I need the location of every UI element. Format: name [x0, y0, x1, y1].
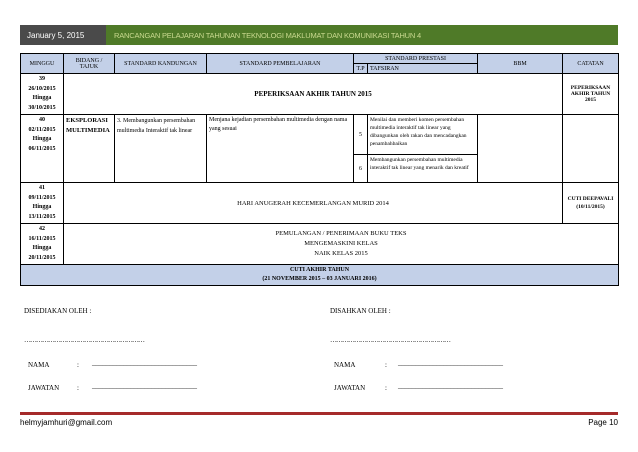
- week-from: 02/11/2015: [28, 126, 56, 133]
- nama-label-left: NAMA: [28, 361, 50, 369]
- kandungan-cell: 3. Membangunkan persembahan multimedia Interaktif tak linear: [115, 115, 207, 183]
- note-line: CUTI DEEPAVALI: [567, 196, 614, 202]
- header-tp: T.P: [354, 64, 368, 74]
- header-tafsiran: TAFSIRAN: [368, 64, 478, 74]
- week-number: 40: [39, 117, 45, 123]
- footer-email: helmyjamhuri@gmail.com: [20, 418, 113, 427]
- header-standard-kandungan: STANDARD KANDUNGAN: [115, 54, 207, 74]
- week-to: 30/10/2015: [28, 104, 56, 111]
- header-minggu: MINGGU: [21, 54, 64, 74]
- note-cell: [563, 115, 619, 183]
- week-to: 06/11/2015: [28, 145, 56, 152]
- prepared-by-label: DISEDIAKAN OLEH :: [24, 307, 92, 315]
- week-cell: [21, 224, 64, 265]
- event-line: PEMULANGAN / PENERIMAAN BUKU TEKS: [275, 230, 407, 237]
- event-cell: HARI ANUGERAH KECEMERLANGAN MURID 2014: [64, 183, 563, 224]
- signature-dots-left: ……………………………………………………: [24, 336, 144, 344]
- week-number: 42: [39, 226, 45, 232]
- week-cell: [21, 115, 64, 183]
- jawatan-label-right: JAWATAN: [334, 384, 366, 392]
- jawatan-line-left: ______________________________: [92, 382, 197, 390]
- approved-by-label: DISAHKAN OLEH :: [330, 307, 391, 315]
- note-cell: [563, 183, 619, 224]
- header-catatan: CATATAN: [563, 54, 619, 74]
- week-hingga: Hingga: [32, 245, 52, 251]
- exam-cell: PEPERIKSAAN AKHIR TAHUN 2015: [64, 74, 563, 115]
- week-number: 41: [39, 185, 45, 191]
- week-hingga: Hingga: [32, 136, 52, 142]
- colon: :: [77, 361, 79, 369]
- week-hingga: Hingga: [32, 204, 52, 210]
- nama-line-left: ______________________________: [92, 359, 197, 367]
- table-row: [21, 183, 619, 224]
- jawatan-label-left: JAWATAN: [28, 384, 60, 392]
- jawatan-line-right: ______________________________: [398, 382, 503, 390]
- event-line: NAIK KELAS 2015: [314, 250, 368, 257]
- holiday-title: CUTI AKHIR TAHUN: [289, 267, 350, 273]
- signature-dots-right: ……………………………………………………: [330, 336, 450, 344]
- note-line: (10/11/2015): [576, 204, 605, 210]
- note-cell: PEPERIKSAAN AKHIR TAHUN 2015: [563, 74, 619, 115]
- week-from: 16/11/2015: [28, 235, 56, 242]
- table-row: [21, 74, 619, 115]
- tafsiran-cell: Membangunkan persembahan multimedia interaktif tak linear yang menarik dan kreatif: [368, 155, 478, 183]
- bidang-cell: EKSPLORASI MULTIMEDIA: [64, 115, 115, 183]
- event-cell: [64, 224, 619, 265]
- pembelajaran-cell: Menjana kejadian persembahan multimedia dengan nama yang sesuai: [207, 115, 354, 183]
- week-cell: [21, 74, 64, 115]
- week-to: 20/11/2015: [28, 254, 56, 261]
- lesson-plan-table: [20, 53, 619, 286]
- colon: :: [77, 384, 79, 392]
- header-standard-pembelajaran: STANDARD PEMBELAJARAN: [207, 54, 354, 74]
- nama-line-right: ______________________________: [398, 359, 503, 367]
- header-standard-prestasi: STANDARD PRESTASI: [354, 54, 478, 64]
- week-hingga: Hingga: [32, 95, 52, 101]
- colon: :: [385, 384, 387, 392]
- event-line: MENGEMASKINI KELAS: [304, 240, 378, 247]
- tp-cell: 5: [354, 115, 368, 155]
- holiday-banner: [21, 265, 619, 286]
- footer-rule: [20, 412, 618, 415]
- nama-label-right: NAMA: [334, 361, 356, 369]
- week-from: 26/10/2015: [28, 85, 56, 92]
- page-header: [20, 25, 618, 45]
- footer-page-number: Page 10: [588, 418, 618, 427]
- header-date: January 5, 2015: [20, 25, 106, 45]
- bbm-cell: [478, 115, 563, 183]
- table-row: [21, 265, 619, 286]
- holiday-dates: (21 NOVEMBER 2015 – 03 JANUARI 2016): [262, 276, 377, 282]
- table-row: [21, 224, 619, 265]
- colon: :: [385, 361, 387, 369]
- tafsiran-cell: Menilai dan memberi komen persembahan multimedia interaktif tak linear yang dibangunkan oleh rakan dan mencadangkan penambahbaikan: [368, 115, 478, 155]
- tp-cell: 6: [354, 155, 368, 183]
- week-from: 09/11/2015: [28, 194, 56, 201]
- table-row: [21, 115, 619, 155]
- header-bbm: BBM: [478, 54, 563, 74]
- header-title: RANCANGAN PELAJARAN TAHUNAN TEKNOLOGI MAKLUMAT DAN KOMUNIKASI TAHUN 4: [106, 25, 618, 45]
- header-bidang: BIDANG / TAJUK: [64, 54, 115, 74]
- week-cell: [21, 183, 64, 224]
- week-to: 13/11/2015: [28, 213, 56, 220]
- week-number: 39: [39, 76, 45, 82]
